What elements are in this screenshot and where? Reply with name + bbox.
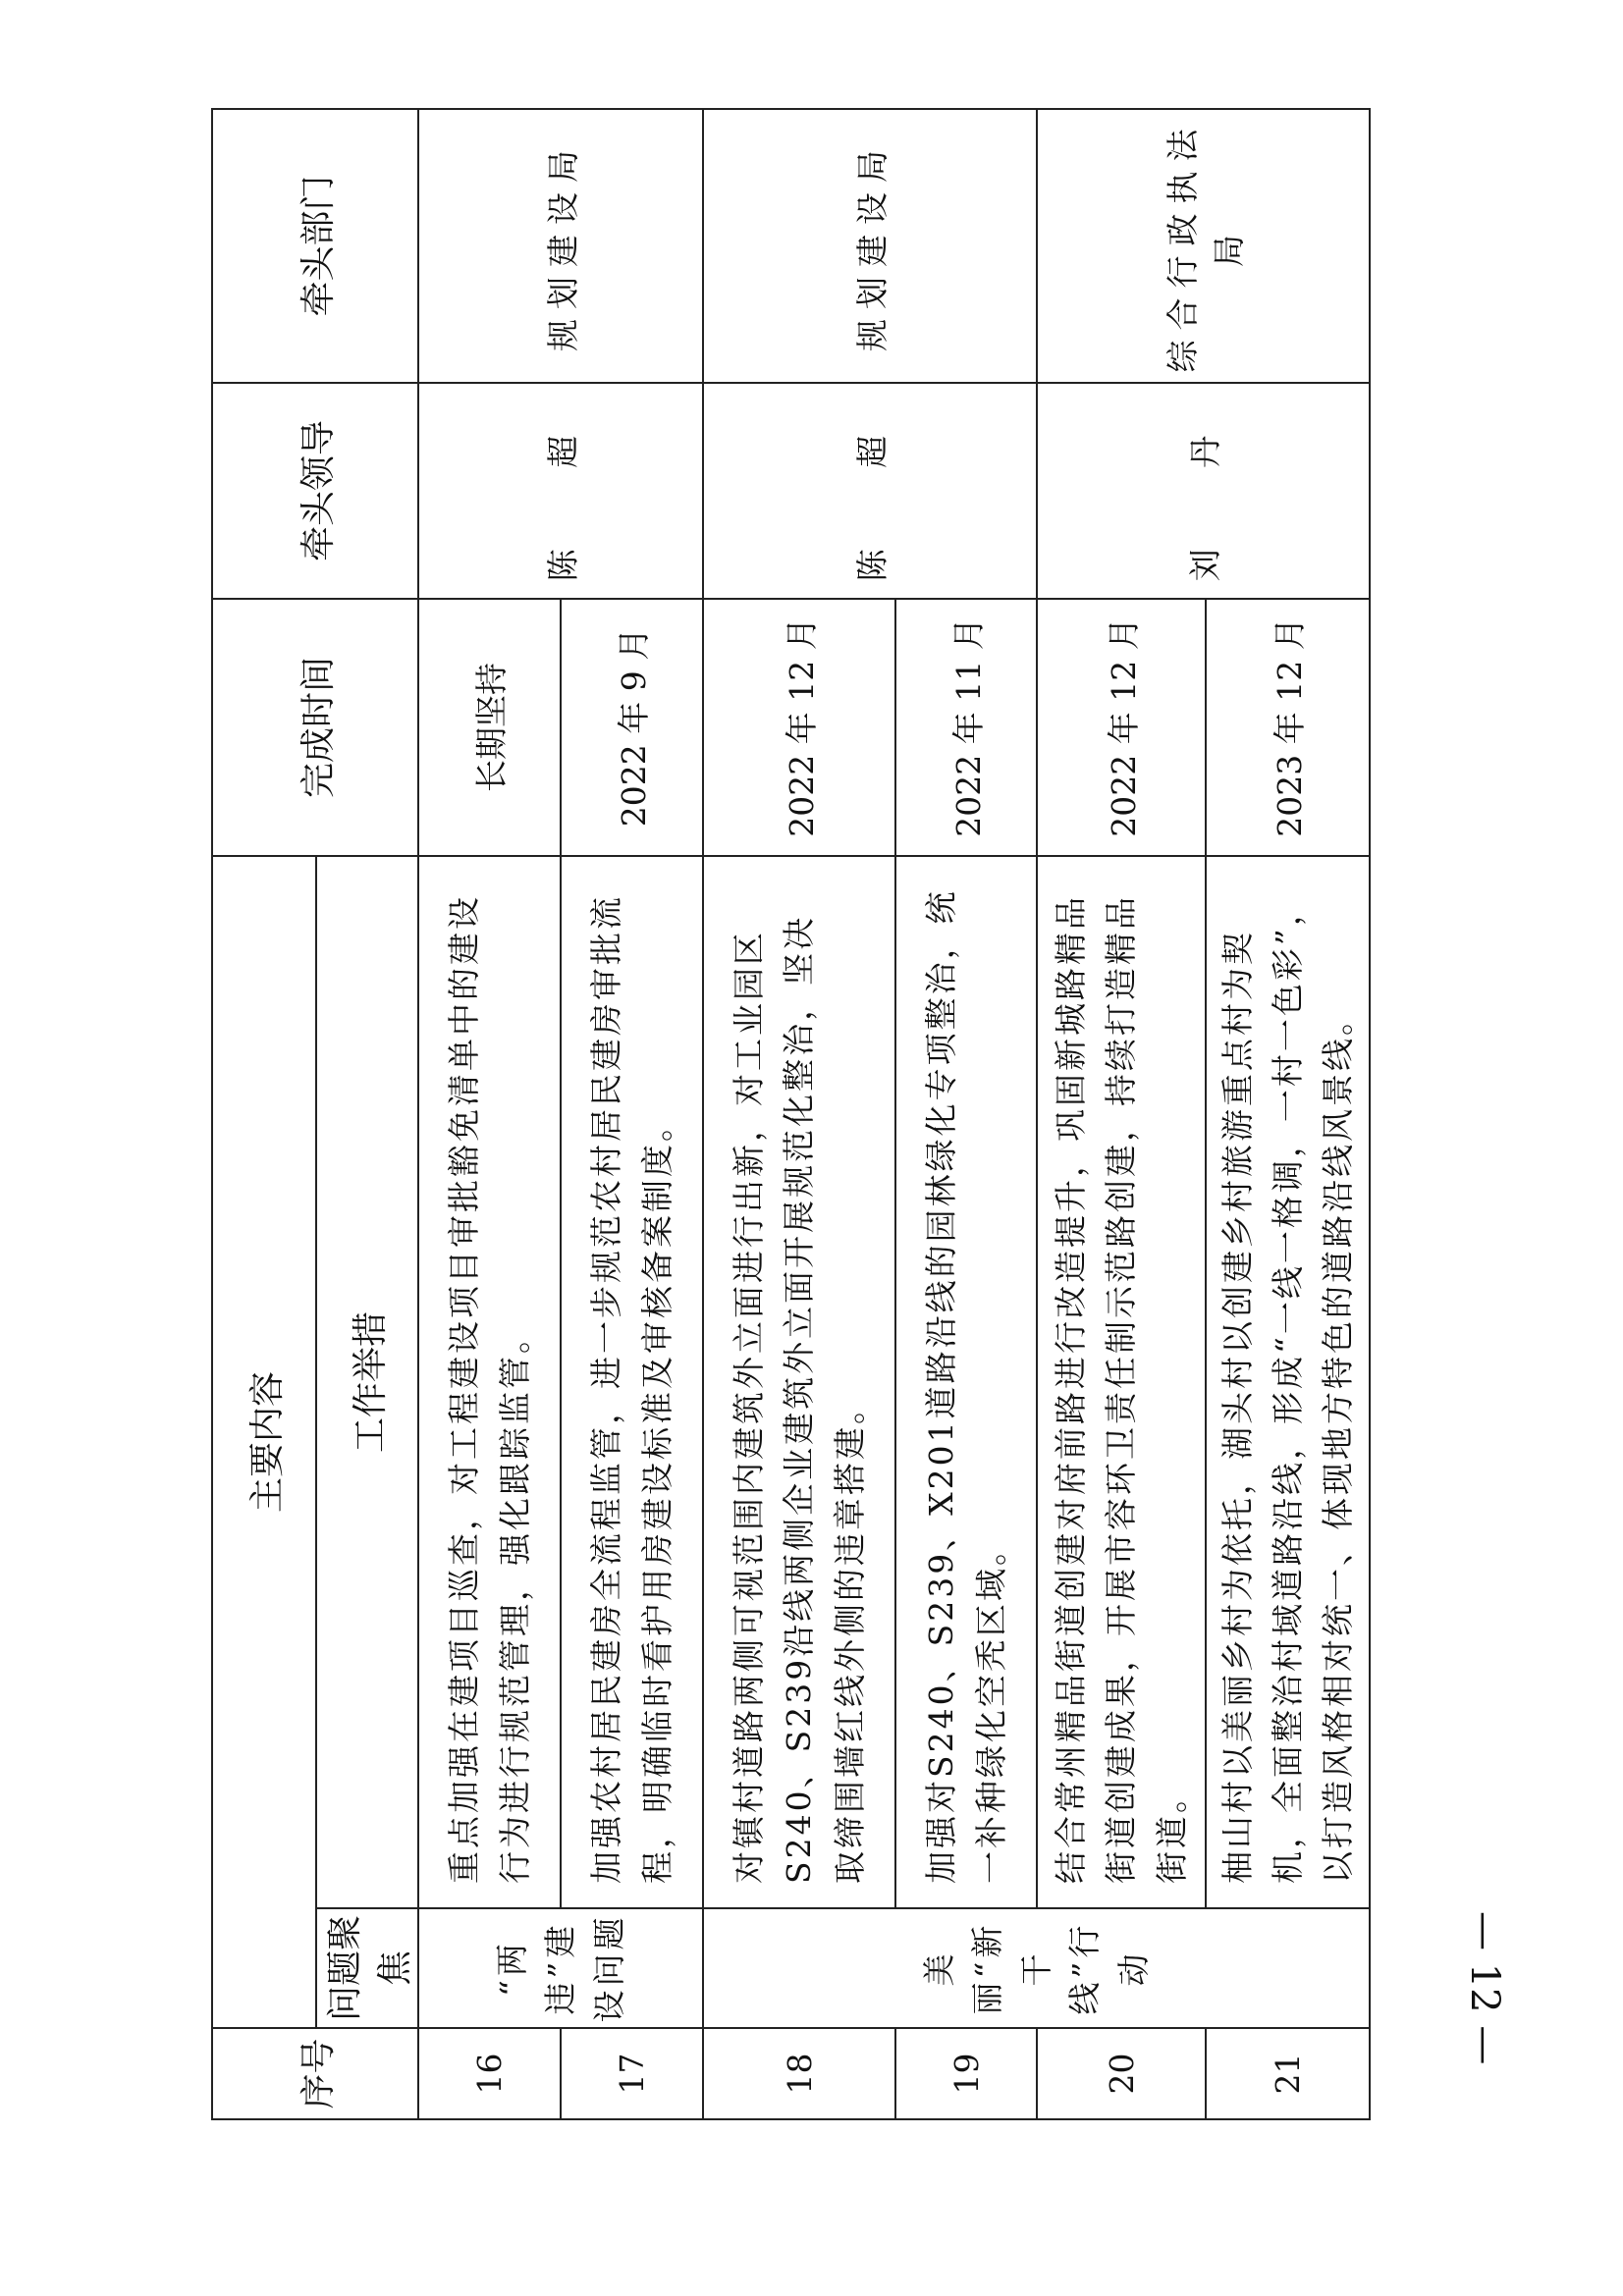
table-row (703, 109, 895, 2119)
problem-focus-cell (418, 1908, 703, 2028)
row-number: 20 (1037, 2028, 1206, 2119)
header-lead-department: 牵头部门 (212, 109, 418, 383)
header-lead-leader: 牵头领导 (212, 383, 418, 599)
measure-cell: 柚山村以美丽乡村为依托，湖头村以创建乡村旅游重点村为契机，全面整治村域道路沿线，形成“一线一格调，一村一色彩”，以打造风格相对统一、体现地方特色的道路沿线风景线。 (1206, 856, 1370, 1908)
lead-leader-cell: 刘 丹 (1037, 383, 1370, 599)
completion-time-cell: 2022 年 12 月 (1037, 599, 1206, 856)
completion-time-cell: 2022 年 11 月 (895, 599, 1037, 856)
measure-cell: 结合常州精品街道创建对府前路进行改造提升，巩固新城路精品街道创建成果，开展市容环卫责任制示范路创建，持续打造精品街道。 (1037, 856, 1206, 1908)
completion-time-cell: 2023 年 12 月 (1206, 599, 1370, 856)
header-seq: 序号 (212, 2028, 418, 2119)
measure-cell: 对镇村道路两侧可视范围内建筑外立面进行出新，对工业园区S240、S239沿线两侧企业建筑外立面开展规范化整治，坚决取缔围墙红线外侧的违章搭建。 (703, 856, 895, 1908)
completion-time-cell: 长期坚持 (418, 599, 561, 856)
lead-department-cell: 规划建设局 (418, 109, 703, 383)
row-number: 17 (561, 2028, 703, 2119)
row-number: 18 (703, 2028, 895, 2119)
completion-time-cell: 2022 年 12 月 (703, 599, 895, 856)
table-row (418, 109, 561, 2119)
measure-cell: 重点加强在建项目巡查，对工程建设项目审批豁免清单中的建设行为进行规范管理，强化跟踪监管。 (418, 856, 561, 1908)
work-plan-table (211, 108, 1371, 2120)
header-measures: 工作举措 (316, 856, 418, 1908)
row-number: 21 (1206, 2028, 1370, 2119)
lead-leader-cell: 陈 超 (703, 383, 1037, 599)
page-number: — 12 — (1462, 1910, 1507, 2065)
problem-focus-text: 美丽“新干线”行动 (919, 1921, 1153, 2015)
row-number: 16 (418, 2028, 561, 2119)
header-completion-time: 完成时间 (212, 599, 418, 856)
header-main-content: 主要内容 (212, 856, 316, 2028)
row-number: 19 (895, 2028, 1037, 2119)
lead-department-cell: 规划建设局 (703, 109, 1037, 383)
measure-cell: 加强农村居民建房全流程监管，进一步规范农村居民建房审批流程，明确临时看护用房建设标准及审核备案制度。 (561, 856, 703, 1908)
problem-focus-cell (703, 1908, 1370, 2028)
lead-leader-cell: 陈 超 (418, 383, 703, 599)
measure-cell: 加强对S240、S239、X201道路沿线的园林绿化专项整治，统一补种绿化空秃区域。 (895, 856, 1037, 1908)
header-focus: 问题聚焦 (316, 1908, 418, 2028)
completion-time-cell: 2022 年 9 月 (561, 599, 703, 856)
lead-department-cell: 综合行政执法局 (1037, 109, 1370, 383)
rotated-table-wrapper (211, 110, 1358, 2120)
header-row-1 (212, 109, 316, 2119)
table-row (1037, 109, 1206, 2119)
problem-focus-text: “两违”建设问题 (492, 1913, 628, 2023)
